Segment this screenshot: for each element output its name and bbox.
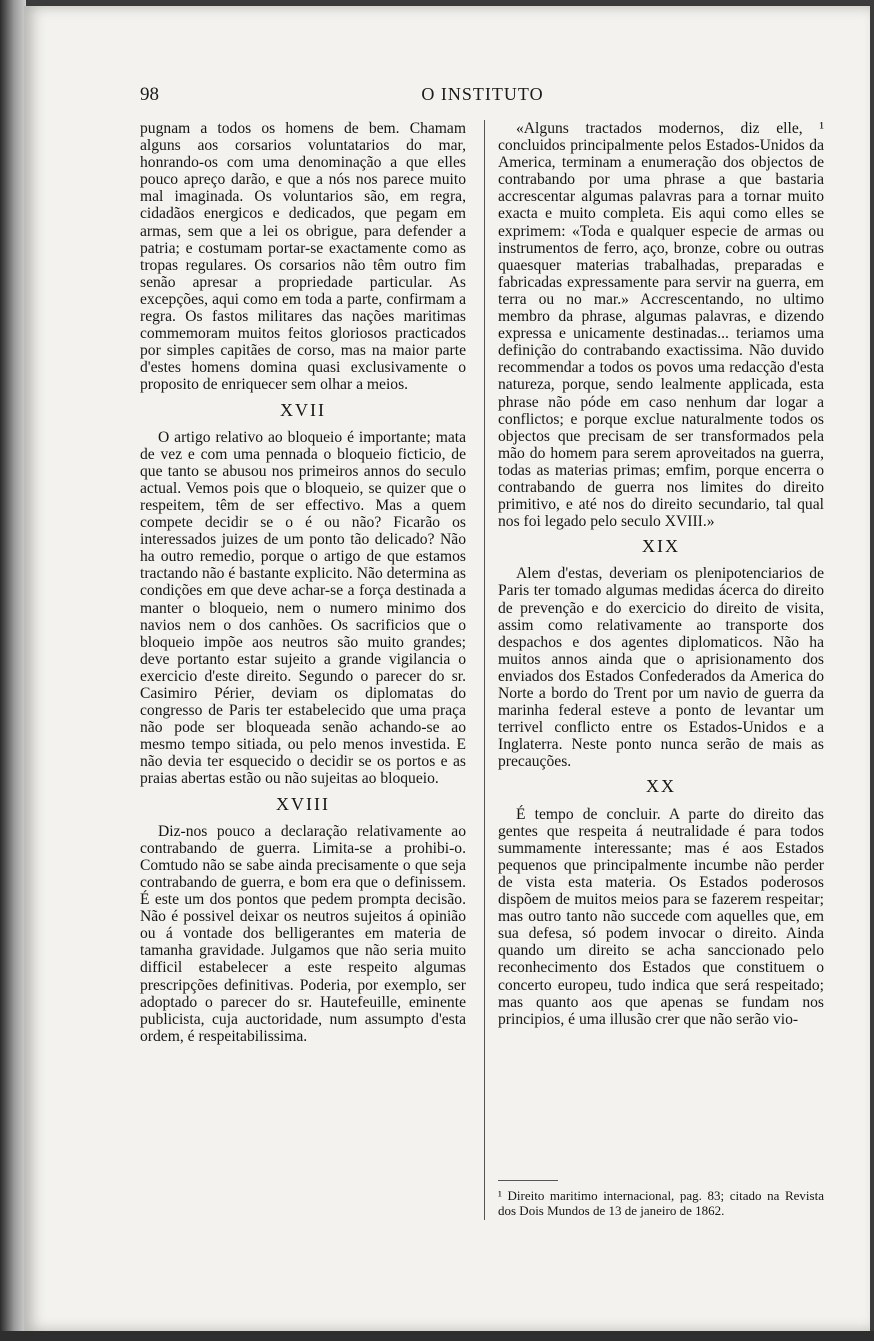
- scan-bottom-edge: [0, 1331, 874, 1341]
- column-divider: [484, 120, 485, 1220]
- footnote: [498, 1188, 824, 1218]
- running-title: O INSTITUTO: [421, 84, 544, 104]
- page-header: [140, 80, 825, 108]
- right-paragraph-1: «Alguns tractados modernos, diz elle, ¹ concluidos principalmente pelos Estados-Unidos da America, terminam a enumeração dos objectos de contrabando por uma phrase a que bastaria accrescentar algumas palavras para a tornar muito exacta e muito completa. Eis aqui como elles se exprimem: «Toda e qualquer especie de armas ou instrumentos de ferro, aço, bronze, cobre ou outras quaesquer materias trabalhadas, preparadas e fabricadas expressamente para servir na guerra, em terra ou no mar.» Accrescentando, no ultimo membro da phrase, algumas palavras, e dizendo expressa e unicamente destinadas... teriamos uma definição do contrabando exactissima. Não duvido recommendar a todos os povos uma redacção d'esta natureza, porque, sendo lealmente applicada, esta phrase não póde em caso nenhum dar logar a conflictos; e porque exclue naturalmente todos os objectos que precisam de ser transformados pela mão do homem para serem aproveitados na guerra, todas as materias primas; emfim, porque encerra o contrabando de guerra nos limites do direito primitivo, e até nos do direito secundario, tal qual nos foi legado pelo seculo XVIII.»: [498, 120, 824, 531]
- page-number: 98: [140, 84, 159, 105]
- footnote-rule: [498, 1180, 558, 1181]
- right-paragraph-3: É tempo de concluir. A parte do direito das gentes que respeita á neutralidade é para todos summamente interessante; mas é aos Estados pequenos que principalmente incumbe não perder de vista esta materia. Os Estados poderosos dispõem de muitos meios para se fazerem respeitar; mas outro tanto não succede com aquelles que, em sua defesa, só podem invocar o direito. Ainda quando um direito se acha sanccionado pelo reconhecimento dos Estados que constituem o concerto europeu, tudo indica que será respeitado; mas quanto aos que apenas se fundam nos principios, é uma illusão crer que não serão vio-: [498, 805, 824, 1028]
- section-heading-xx: XX: [646, 776, 676, 797]
- right-paragraph-2: Alem d'estas, deveriam os plenipotenciarios de Paris ter tomado algumas medidas ácerca do direito de prevenção e do exercicio do direito de visita, assim como relativamente ao transporte dos despachos e dos agentes diplomaticos. Não ha muitos annos ainda que o aprisionamento dos enviados dos Estados Confederados da America do Norte a bordo do Trent por um navio de guerra da marinha federal esteve a ponto de levantar um terrivel conflicto entre os Estados-Unidos e a Inglaterra. Neste ponto nunca serão de mais as precauções.: [498, 565, 824, 771]
- left-column: [140, 120, 466, 1045]
- section-heading-xix: XIX: [642, 536, 680, 557]
- left-paragraph-3: Diz-nos pouco a declaração relativamente ao contrabando de guerra. Limita-se a prohibi-o. Comtudo não se sabe ainda precisamente o que seja contrabando de guerra, e bom era que o definissem. É este um dos pontos que pedem prompta decisão. Não é possivel deixar os neutros sujeitos á opinião ou á vontade dos belligerantes em materia de tamanha gravidade. Julgamos que não seria muito difficil estabelecer a este respeito algumas prescripções definitivas. Poderia, por exemplo, ser adoptado o parecer do sr. Hautefeuille, eminente publicista, cuja auctoridade, num assumpto d'esta ordem, é respeitabilissima.: [140, 822, 466, 1045]
- book-spine: [0, 0, 26, 1341]
- left-paragraph-2: O artigo relativo ao bloqueio é importante; mata de vez e com uma pennada o bloqueio ficticio, de que tanto se abusou nos primeiros annos do seculo actual. Vemos pois que o bloqueio, se quizer que o respeitem, têm de ser effectivo. Mas a quem compete decidir se o é ou não? Ficarão os interessados juizes de um ponto tão delicado? Não ha outro remedio, porque o artigo de que estamos tractando não é bastante explicito. Não determina as condições em que deve achar-se a força destinada a manter o bloqueio, nem o numero minimo dos navios nem o dos canhões. Os sacrificios que o bloqueio impõe aos neutros são muito grandes; deve portanto estar sujeito a grande vigilancia o exercicio d'este direito. Segundo o parecer do sr. Casimiro Périer, deviam os diplomatas do congresso de Paris ter estabelecido que uma praça não pode ser bloqueada senão achando-se ao mesmo tempo sitiada, ou pelo menos investida. E não devia ter esquecido o decidir se os portos e as praias abertas estão ou não sujeitas ao bloqueio.: [140, 428, 466, 788]
- section-heading-xviii: XVIII: [276, 793, 330, 814]
- footnote-text: ¹ Direito maritimo internacional, pag. 83; citado na Revista dos Dois Mundos de 13 de janeiro de 1862.: [498, 1188, 824, 1218]
- right-column: [498, 120, 824, 1028]
- section-heading-xvii: XVII: [280, 399, 326, 420]
- left-paragraph-1: pugnam a todos os homens de bem. Chamam alguns aos corsarios voluntatarios do mar, honrando-os com uma denominação a que elles pouco apreço darão, e que a nós nos parece muito mal imaginada. Os voluntarios são, em regra, cidadãos energicos e dedicados, que pegam em armas, sem que a lei os obrigue, para defender a patria; e costumam portar-se exactamente como as tropas regulares. Os corsarios não têm outro fim senão apresar a propriedade particular. As excepções, aqui como em toda a parte, confirmam a regra. Os fastos militares das nações maritimas commemoram muitos feitos gloriosos practicados por simples capitães de corso, mas na maior parte d'estes homens domina quasi exclusivamente o proposito de enriquecer sem olhar a meios.: [140, 120, 466, 394]
